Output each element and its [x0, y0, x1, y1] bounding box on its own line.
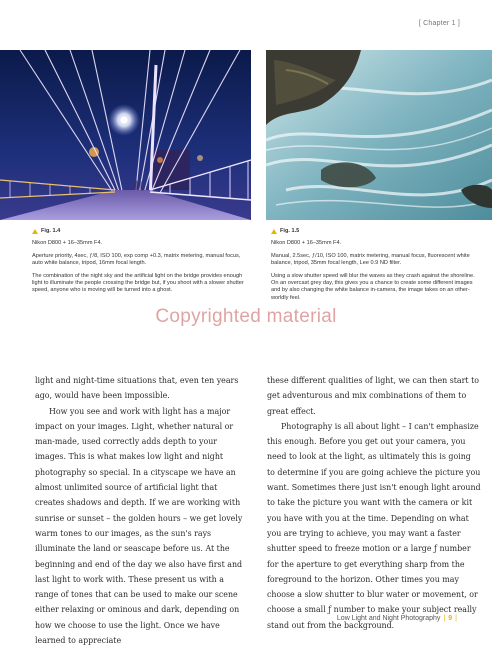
body-column-right [267, 373, 481, 633]
copyright-watermark: Copyrighted material [155, 306, 337, 327]
triangle-icon [271, 229, 277, 234]
caption-fig-1-4 [32, 228, 247, 300]
figure-label: Fig. 1.5 [280, 228, 300, 234]
body-paragraph: light and night-time situations that, even ten years ago, would have been impossible. [35, 376, 239, 401]
page-footer [337, 615, 460, 622]
caption-description: Using a slow shutter speed will blur the waves as they crash against the shoreline. On an overcast grey day, this gives you a chance to create some different images and by also changing the white balance in-camera, the image takes on an other-worldly feel. [271, 272, 475, 301]
book-title: Low Light and Night Photography [336, 615, 441, 622]
bridge-night-photo [0, 50, 251, 220]
triangle-icon [32, 229, 38, 234]
chapter-header: [ Chapter 1 ] [418, 20, 460, 27]
caption-fig-1-5 [271, 228, 476, 307]
waves-rocks-photo [266, 50, 492, 220]
body-paragraph: these different qualities of light, we can then start to get adventurous and mix combinations of them to great effect. [267, 376, 480, 416]
camera-info: Nikon D800 + 16–35mm F4. [32, 240, 103, 247]
footer-separator: | [455, 615, 457, 622]
page-number: 9 [448, 615, 453, 622]
footer-separator: | [443, 615, 446, 622]
camera-settings: Manual, 2.5sec, ƒ/10, ISO 100, matrix metering, manual focus, fluorescent white balance, tripod, 35mm focal length, Lee 0.9 ND filter. [271, 252, 470, 267]
camera-info: Nikon D800 + 16–35mm F4. [271, 240, 342, 247]
figure-label: Fig. 1.4 [41, 228, 61, 234]
body-column-left [35, 373, 247, 648]
camera-settings: Aperture priority, 4sec, ƒ/8, ISO 100, exp comp +0.3, matrix metering, manual focus, auto white balance, tripod, 16mm focal length. [32, 252, 241, 267]
body-paragraph: How you see and work with light has a major impact on your images. Light, whether natural or man-made, used correctly adds depth to your images. This is what makes low light and night photography so special. In a cityscape we have an almost unlimited source of artificial light that creates shadows and depth. If we are working with sunrise or sunset – the golden hours – we get lovely warm tones to our images, as the sun's rays illuminate the land or seascape before us. At the beginning and end of the day we also have first and last light to work with. These present us with a range of tones that can be used to make our scene either relaxing or ominous and dark, depending on how we choose to use the light. Once we have learned to appreciate [35, 406, 243, 646]
caption-description: The combination of the night sky and the artificial light on the bridge provides enough light to illuminate the people crossing the bridge but, if you shoot with a slower shutter speed, anyone who is moving will be turned into a ghost. [32, 272, 244, 294]
body-paragraph: Photography is all about light – I can't emphasize this enough. Before you get out your camera, you need to look at the light, as ultimately this is going to determine if you are going achieve the picture you want. Sometimes there just isn't enough light around to take the picture you want with the camera or kit you have with you at the time. Depending on what you are trying to achieve, you may want a faster shutter speed to freeze motion or a large ƒ number for the aperture to get everything sharp from the foreground to the horizon. Other times you may choose a slow shutter to blur water or movement, or choose a small ƒ number to make your subject really stand out from the background. [267, 421, 481, 630]
